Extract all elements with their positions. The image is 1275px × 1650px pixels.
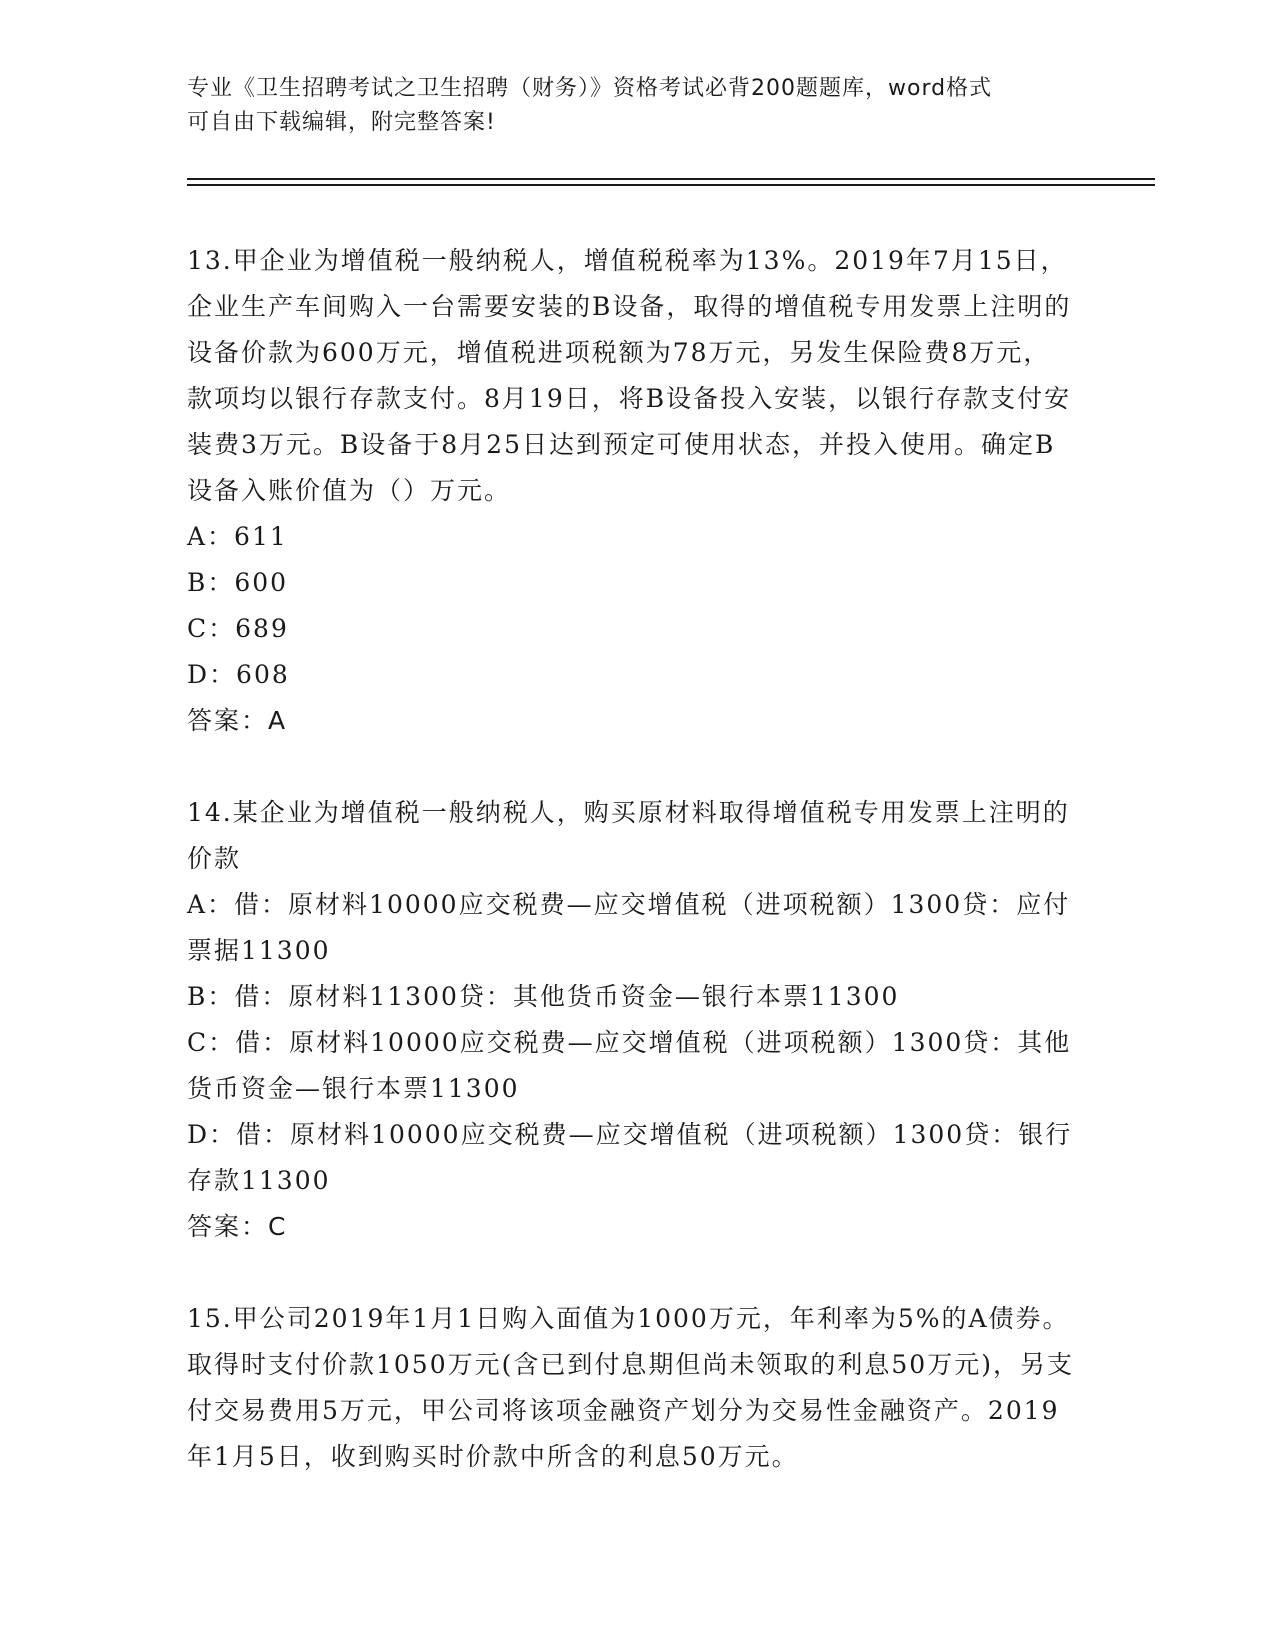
header-line-1: 专业《卫生招聘考试之卫生招聘（财务）》资格考试必背200题题库，word格式 [187,76,993,101]
question-stem: 15.甲公司2019年1月1日购入面值为1000万元，年利率为5%的A债券。取得时支付价款1050万元(含已到付息期但尚未领取的利息50万元)，另支付交易费用5万元，甲公司将该项金融资产划分为交易性金融资产。2019年1月5日，收到购买时价款中所含的利息50万元。 [187,1304,1074,1471]
option-d: D：608 [187,660,290,689]
question-14 [187,790,1077,1250]
answer: 答案：C [187,1212,288,1241]
option-d: D：借：原材料10000应交税费—应交增值税（进项税额）1300贷：银行存款11300 [187,1120,1073,1195]
option-a: A：借：原材料10000应交税费—应交增值税（进项税额）1300贷：应付票据11300 [187,890,1071,965]
question-list [187,238,1077,1526]
option-c: C：借：原材料10000应交税费—应交增值税（进项税额）1300贷：其他货币资金—银行本票11300 [187,1028,1072,1103]
option-c: C：689 [187,614,289,643]
option-b: B：600 [187,568,289,597]
question-13 [187,238,1077,744]
option-a: A：611 [187,522,288,551]
question-stem: 14.某企业为增值税一般纳税人，购买原材料取得增值税专用发票上注明的价款 [187,798,1070,873]
document-header [187,72,1067,140]
answer: 答案：A [187,706,288,735]
header-divider-bottom [187,184,1155,186]
question-stem: 13.甲企业为增值税一般纳税人，增值税税率为13%。2019年7月15日，企业生产车间购入一台需要安装的B设备，取得的增值税专用发票上注明的设备价款为600万元，增值税进项税额为78万元，另发生保险费8万元，款项均以银行存款支付。8月19日，将B设备投入安装，以银行存款支付安装费3万元。B设备于8月25日达到预定可使用状态，并投入使用。确定B设备入账价值为（）万元。 [187,246,1072,505]
question-15 [187,1296,1077,1480]
header-divider-top [187,178,1155,180]
option-b: B：借：原材料11300贷：其他货币资金—银行本票11300 [187,982,900,1011]
header-line-2: 可自由下载编辑，附完整答案! [187,110,496,135]
